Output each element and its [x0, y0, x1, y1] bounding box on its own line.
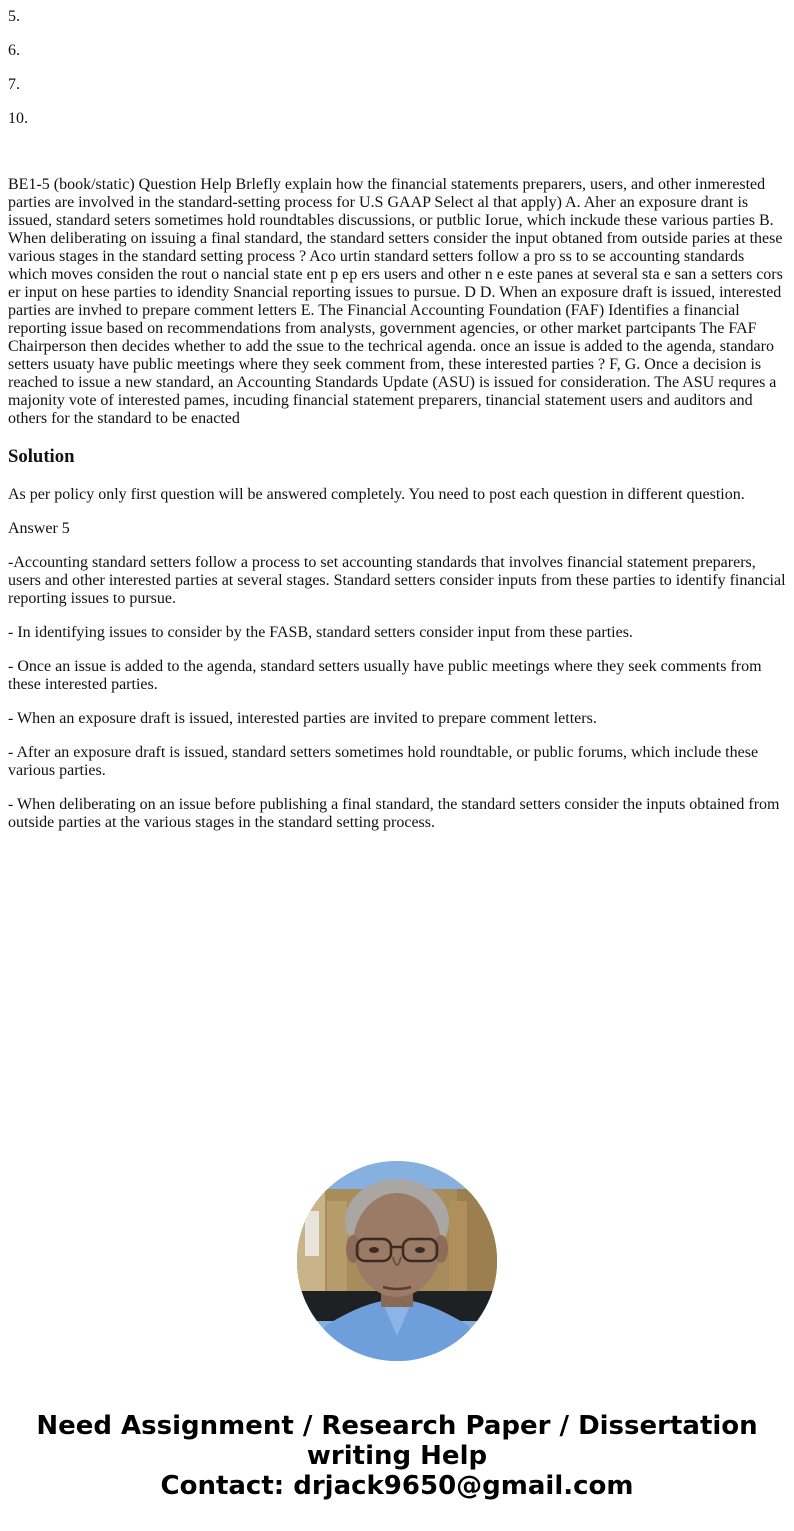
promo-line-1: Need Assignment / Research Paper / Dissertation: [36, 1411, 758, 1441]
answer-point: - In identifying issues to consider by the FASB, standard setters consider input from these parties.: [8, 624, 633, 641]
list-number: 6.: [8, 42, 20, 59]
promo-footer: [0, 1411, 794, 1501]
avatar: [297, 1161, 497, 1361]
person-portrait-icon: [297, 1161, 497, 1361]
answer-point: -Accounting standard setters follow a process to set accounting standards that involves financial statement preparers, users and other interested parties at several stages. Standard setters consider inputs from these parties to identify financial reporting issues to pursue.: [8, 554, 786, 607]
list-number: 5.: [8, 8, 20, 25]
spacer: [8, 144, 786, 176]
answer-point: - Once an issue is added to the agenda, standard setters usually have public meetings where they seek comments from these interested parties.: [8, 658, 762, 693]
list-number: 10.: [8, 110, 28, 127]
policy-note: As per policy only first question will be answered completely. You need to post each question in different question.: [8, 486, 745, 503]
answer-point: - When deliberating on an issue before publishing a final standard, the standard setters consider the inputs obtained from outside parties at the various stages in the standard setting process.: [8, 796, 780, 831]
answer-point: - After an exposure draft is issued, standard setters sometimes hold roundtable, or public forums, which include these various parties.: [8, 744, 759, 779]
list-number: 7.: [8, 76, 20, 93]
answer-label: Answer 5: [8, 520, 70, 537]
answer-point: - When an exposure draft is issued, interested parties are invited to prepare comment letters.: [8, 710, 597, 727]
question-text: BE1-5 (book/static) Question Help Brlefly explain how the financial statements preparers, users, and other inmerested parties are involved in the standard-setting process for U.S GAAP Select al that apply) A. Aher an exposure drant is issued, standard seters sometimes hold roundtables discussions, or putblic Iorue, which inckude these various parties B. When deliberating on issuing a final standard, the standard setters consider the input obtaned from outside paries at these various stages in the standard setting process ? Aco urtin standard setters follow a pro ss to se accounting standards which moves considen the rout o nancial state ent p ep ers users and other n e este panes at several sta e san a setters cors er input on hese parties to idendity Snancial reporting issues to pursue. D D. When an exposure draft is issued, interested parties are invhed to prepare comment letters E. The Financial Accounting Foundation (FAF) Identifies a financial reporting issue based on recommendations from analysts, government agencies, or other market partcipants The FAF Chairperson then decides whether to add the ssue to the techrical agenda. once an issue is added to the agenda, standaro setters usuaty have public meetings where they seek comment from, these interested parties ? F, G. Once a decision is reached to issue a new standard, an Accounting Standards Update (ASU) is issued for consideration. The ASU requres a majonity vote of interested pames, incuding financial statement preparers, tinancial statement users and auditors and others for the standard to be enacted: [8, 176, 783, 427]
solution-heading: Solution: [8, 446, 75, 467]
promo-line-2: writing Help: [306, 1441, 488, 1471]
promo-contact-email: Contact: drjack9650@gmail.com: [160, 1471, 634, 1501]
document-page: [0, 8, 794, 832]
